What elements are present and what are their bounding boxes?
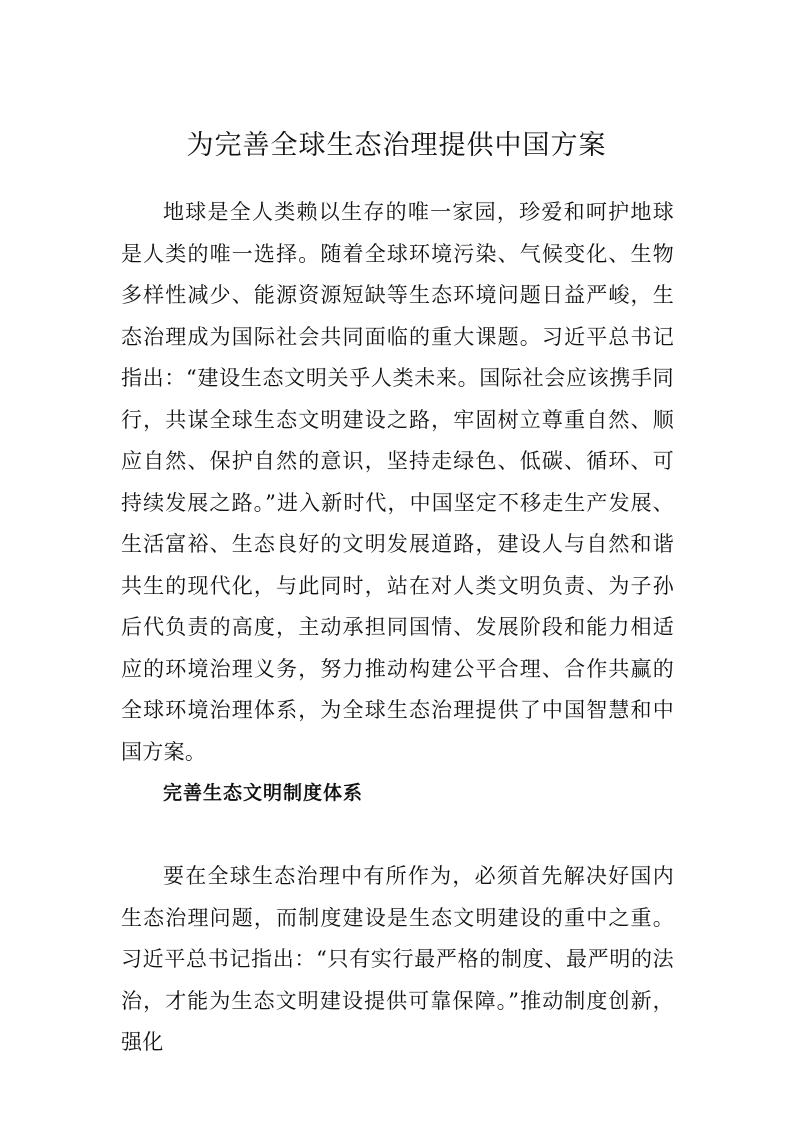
body-paragraph-2: 要在全球生态治理中有所作为，必须首先解决好国内生态治理问题，而制度建设是生态文明建设的重中之重。习近平总书记指出：“只有实行最严格的制度、最严明的法治，才能为生态文明建设提供可靠保障。”推动制度创新，强化 [121,864,674,1054]
document-title: 为完善全球生态治理提供中国方案 [186,130,607,161]
body-paragraph-1: 地球是全人类赖以生存的唯一家园，珍爱和呵护地球是人类的唯一选择。随着全球环境污染、气候变化、生物多样性减少、能源资源短缺等生态环境问题日益严峻，生态治理成为国际社会共同面临的重大课题。习近平总书记指出：“建设生态文明关乎人类未来。国际社会应该携手同行，共谋全球生态文明建设之路，牢固树立尊重自然、顺应自然、保护自然的意识，坚持走绿色、低碳、循环、可持续发展之路。”进入新时代，中国坚定不移走生产发展、生活富裕、生态良好的文明发展道路，建设人与自然和谐共生的现代化，与此同时，站在对人类文明负责、为子孙后代负责的高度，主动承担同国情、发展阶段和能力相适应的环境治理义务，努力推动构建公平合理、合作共赢的全球环境治理体系，为全球生态治理提供了中国智慧和中国方案。 [121,200,674,764]
section-heading: 完善生态文明制度体系 [163,782,364,804]
